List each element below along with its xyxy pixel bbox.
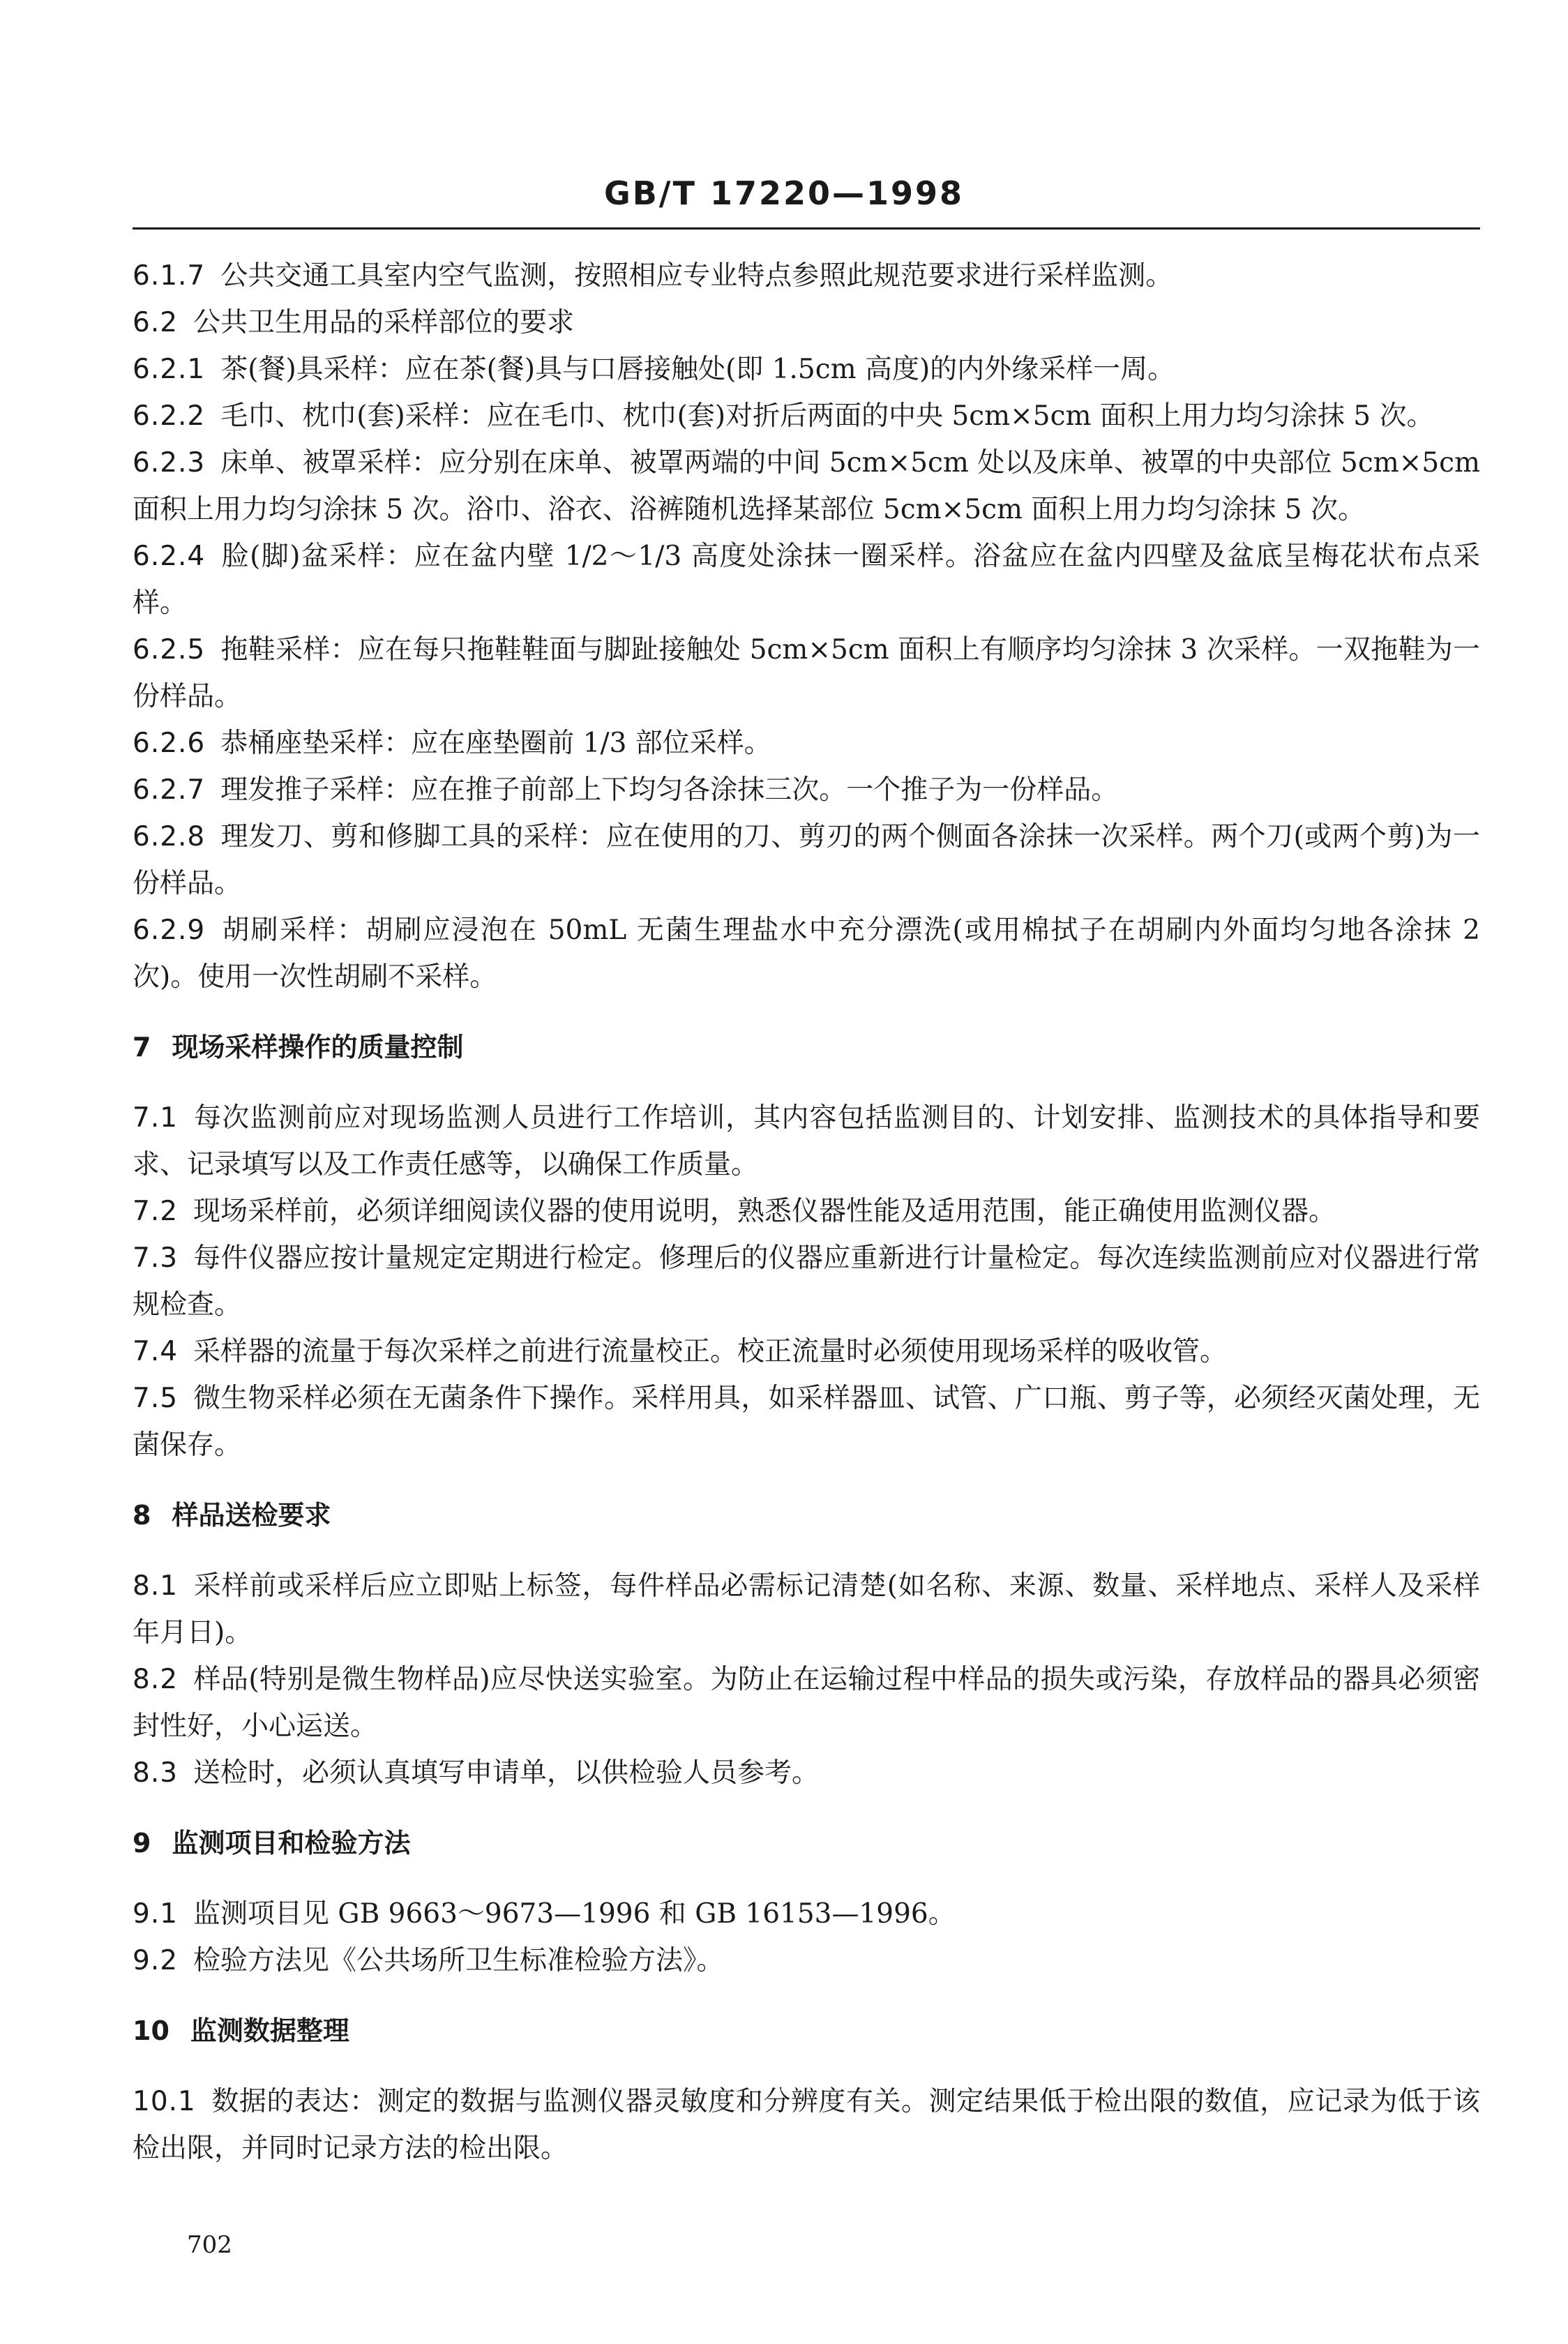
clause-paragraph (133, 1891, 1480, 1937)
clause-text: 监测数据整理 (190, 2015, 349, 2046)
clause-text: 拖鞋采样：应在每只拖鞋鞋面与脚趾接触处 5cm×5cm 面积上有顺序均匀涂抹 3 次采样。一双拖鞋为一份样品。 (133, 634, 1480, 712)
header-divider (133, 227, 1480, 230)
clause-text: 采样前或采样后应立即贴上标签，每件样品必需标记清楚(如名称、来源、数量、采样地点、采样人及采样年月日)。 (133, 1570, 1480, 1648)
clause-number: 6.2.4 (133, 541, 206, 572)
clause-paragraph (133, 1375, 1480, 1468)
clause-text: 样品送检要求 (172, 1500, 331, 1531)
clause-paragraph (133, 299, 1480, 346)
clause-number: 6.2.7 (133, 774, 206, 806)
clause-number: 6.2.2 (133, 400, 206, 432)
clause-paragraph (133, 626, 1480, 720)
clause-paragraph (133, 1750, 1480, 1796)
clause-text: 现场采样前，必须详细阅读仪器的使用说明，熟悉仪器性能及适用范围，能正确使用监测仪器。 (193, 1196, 1336, 1227)
clause-text: 每次监测前应对现场监测人员进行工作培训，其内容包括监测目的、计划安排、监测技术的具体指导和要求、记录填写以及工作责任感等，以确保工作质量。 (133, 1102, 1480, 1180)
clause-number: 6.1.7 (133, 260, 206, 292)
clause-text: 胡刷采样：胡刷应浸泡在 50mL 无菌生理盐水中充分漂洗(或用棉拭子在胡刷内外面均匀地各涂抹 2 次)。使用一次性胡刷不采样。 (133, 915, 1480, 993)
clause-text: 送检时，必须认真填写申请单，以供检验人员参考。 (193, 1757, 820, 1789)
clause-number: 9.2 (133, 1945, 179, 1976)
clause-number: 6.2.8 (133, 821, 206, 852)
section-heading (133, 1024, 1480, 1071)
clause-text: 微生物采样必须在无菌条件下操作。采样用具，如采样器皿、试管、广口瓶、剪子等，必须经灭菌处理，无菌保存。 (133, 1383, 1480, 1461)
clause-number: 7.5 (133, 1383, 179, 1414)
clause-text: 监测项目见 GB 9663～9673—1996 和 GB 16153—1996。 (193, 1898, 956, 1930)
clause-text: 样品(特别是微生物样品)应尽快送实验室。为防止在运输过程中样品的损失或污染，存放样品的器具必须密封性好，小心运送。 (133, 1664, 1480, 1742)
clause-text: 恭桶座垫采样：应在座垫圈前 1/3 部位采样。 (220, 728, 771, 759)
clause-number: 7 (133, 1032, 151, 1062)
clause-number: 8 (133, 1500, 151, 1531)
clause-text: 监测项目和检验方法 (172, 1828, 411, 1858)
clause-text: 公共交通工具室内空气监测，按照相应专业特点参照此规范要求进行采样监测。 (220, 260, 1173, 292)
clause-paragraph (133, 2078, 1480, 2172)
clause-paragraph (133, 1095, 1480, 1188)
clause-paragraph (133, 393, 1480, 440)
clause-paragraph (133, 1188, 1480, 1235)
document-body (133, 253, 1480, 2172)
clause-text: 茶(餐)具采样：应在茶(餐)具与口唇接触处(即 1.5cm 高度)的内外缘采样一周。 (220, 354, 1175, 385)
section-heading (133, 1492, 1480, 1539)
clause-number: 8.1 (133, 1570, 179, 1602)
clause-text: 脸(脚)盆采样：应在盆内壁 1/2～1/3 高度处涂抹一圈采样。浴盆应在盆内四壁及盆底呈梅花状布点采样。 (133, 541, 1480, 619)
clause-number: 8.2 (133, 1664, 179, 1695)
section-heading (133, 2008, 1480, 2054)
clause-text: 公共卫生用品的采样部位的要求 (193, 307, 575, 338)
clause-text: 理发刀、剪和修脚工具的采样：应在使用的刀、剪刃的两个侧面各涂抹一次采样。两个刀(或两个剪)为一份样品。 (133, 821, 1480, 899)
clause-number: 9.1 (133, 1898, 179, 1930)
clause-paragraph (133, 253, 1480, 299)
clause-number: 6.2.9 (133, 915, 206, 946)
clause-paragraph (133, 813, 1480, 907)
clause-number: 7.1 (133, 1102, 179, 1134)
page-header-title: GB/T 17220—1998 (603, 174, 965, 212)
clause-paragraph (133, 907, 1480, 1000)
clause-text: 毛巾、枕巾(套)采样：应在毛巾、枕巾(套)对折后两面的中央 5cm×5cm 面积上用力均匀涂抹 5 次。 (220, 400, 1434, 432)
clause-paragraph (133, 346, 1480, 393)
clause-text: 理发推子采样：应在推子前部上下均匀各涂抹三次。一个推子为一份样品。 (220, 774, 1119, 806)
clause-text: 现场采样操作的质量控制 (172, 1032, 464, 1062)
clause-paragraph (133, 1937, 1480, 1984)
section-heading (133, 1820, 1480, 1867)
clause-text: 每件仪器应按计量规定定期进行检定。修理后的仪器应重新进行计量检定。每次连续监测前应对仪器进行常规检查。 (133, 1242, 1480, 1321)
clause-number: 7.4 (133, 1336, 179, 1367)
clause-paragraph (133, 767, 1480, 813)
clause-number: 10.1 (133, 2086, 196, 2117)
clause-number: 6.2.1 (133, 354, 206, 385)
clause-number: 9 (133, 1828, 151, 1858)
clause-number: 7.2 (133, 1196, 179, 1227)
clause-text: 采样器的流量于每次采样之前进行流量校正。校正流量时必须使用现场采样的吸收管。 (193, 1336, 1228, 1367)
page-number: 702 (187, 2231, 232, 2259)
clause-number: 6.2.6 (133, 728, 206, 759)
clause-paragraph (133, 440, 1480, 533)
clause-text: 检验方法见《公共场所卫生标准检验方法》。 (193, 1945, 724, 1976)
clause-number: 6.2.5 (133, 634, 206, 666)
clause-paragraph (133, 533, 1480, 626)
clause-paragraph (133, 1328, 1480, 1375)
clause-number: 8.3 (133, 1757, 179, 1789)
clause-number: 6.2.3 (133, 447, 206, 479)
clause-number: 7.3 (133, 1242, 179, 1274)
clause-paragraph (133, 1563, 1480, 1656)
clause-number: 6.2 (133, 307, 179, 338)
clause-paragraph (133, 1235, 1480, 1328)
clause-text: 数据的表达：测定的数据与监测仪器灵敏度和分辨度有关。测定结果低于检出限的数值，应记录为低于该检出限，并同时记录方法的检出限。 (133, 2086, 1480, 2164)
clause-number: 10 (133, 2015, 169, 2046)
clause-paragraph (133, 720, 1480, 767)
clause-paragraph (133, 1656, 1480, 1750)
clause-text: 床单、被罩采样：应分别在床单、被罩两端的中间 5cm×5cm 处以及床单、被罩的中央部位 5cm×5cm 面积上用力均匀涂抹 5 次。浴巾、浴衣、浴裤随机选择某部位 5cm×5cm 面积上用力均匀涂抹 5 次。 (133, 447, 1480, 525)
